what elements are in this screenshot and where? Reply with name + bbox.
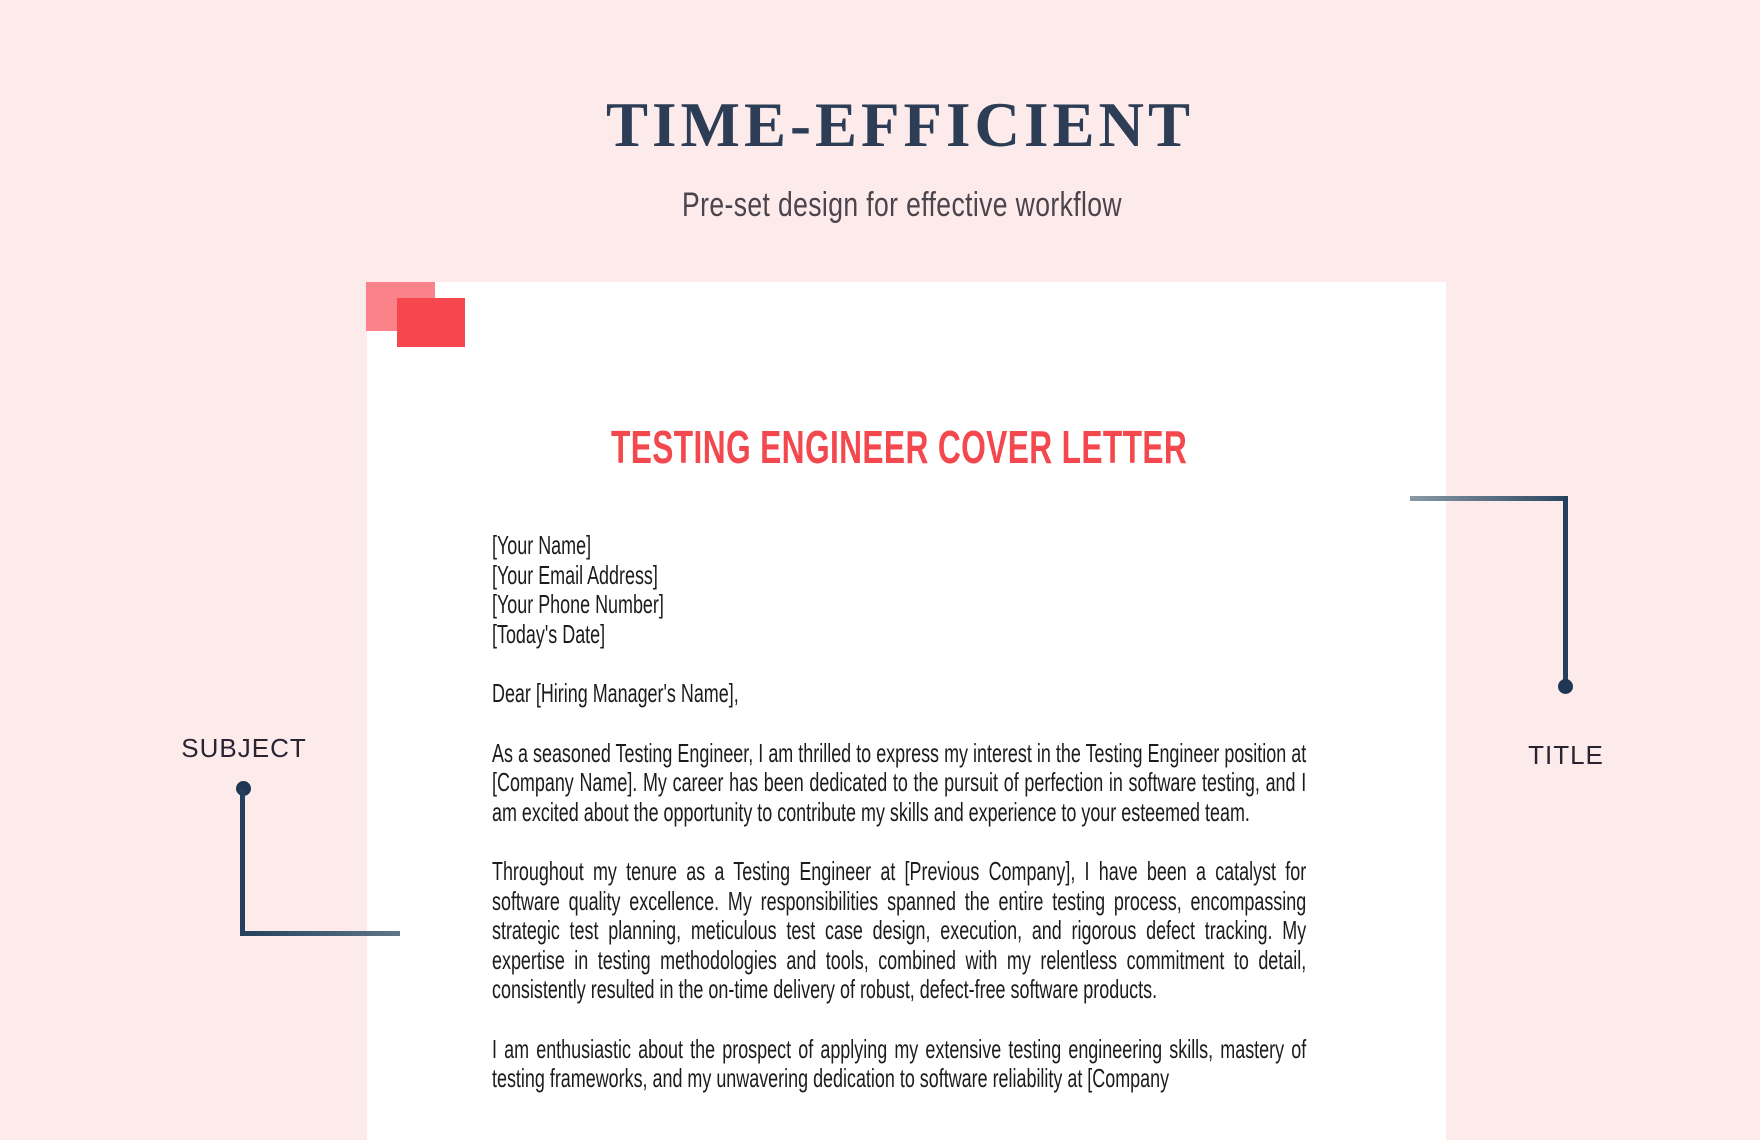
subject-connector-horizontal-line bbox=[240, 931, 400, 936]
letter-body bbox=[492, 531, 1306, 1124]
title-connector-horizontal-line bbox=[1410, 496, 1568, 501]
address-block bbox=[492, 531, 1306, 649]
address-line-date: [Today's Date] bbox=[492, 618, 606, 649]
title-connector-dot-icon bbox=[1558, 679, 1573, 694]
letter-heading: TESTING ENGINEER COVER LETTER bbox=[611, 421, 1188, 473]
cover-letter-sheet bbox=[367, 282, 1446, 1140]
address-line-email: [Your Email Address] bbox=[492, 559, 658, 590]
letter-paragraph-3: I am enthusiastic about the prospect of applying my extensive testing engineering skills, mastery of testing frameworks, and my unwavering dedication to software reliability at [Company bbox=[492, 1033, 1307, 1093]
address-line-phone: [Your Phone Number] bbox=[492, 589, 664, 619]
address-line-name: [Your Name] bbox=[492, 530, 592, 560]
letter-paragraph-1: As a seasoned Testing Engineer, I am thrilled to express my interest in the Testing Engineer position at [Company Name]. My career has been dedicated to the pursuit of perfection in software testing, and I am excited about the opportunity to contribute my skills and experience to your esteemed team. bbox=[492, 737, 1307, 827]
brand-subtitle: Pre-set design for effective workflow bbox=[682, 186, 1122, 224]
letter-paragraph-2: Throughout my tenure as a Testing Engineer at [Previous Company], I have been a catalyst for software quality excellence. My responsibilities spanned the entire testing process, encompassing strategic test planning, meticulous test case design, execution, and rigorous defect tracking. My expertise in testing methodologies and tools, combined with my relentless commitment to detail, consistently resulted in the on-time delivery of robust, defect-free software products. bbox=[492, 856, 1307, 1004]
title-connector-vertical-line bbox=[1563, 496, 1568, 683]
salutation: Dear [Hiring Manager's Name], bbox=[492, 678, 739, 708]
subject-connector-vertical-line bbox=[240, 789, 245, 935]
title-callout-label: TITLE bbox=[1528, 740, 1604, 770]
accent-square-dark bbox=[397, 298, 465, 347]
subject-callout-label: SUBJECT bbox=[181, 733, 307, 763]
brand-title: TIME-EFFICIENT bbox=[605, 90, 1195, 160]
